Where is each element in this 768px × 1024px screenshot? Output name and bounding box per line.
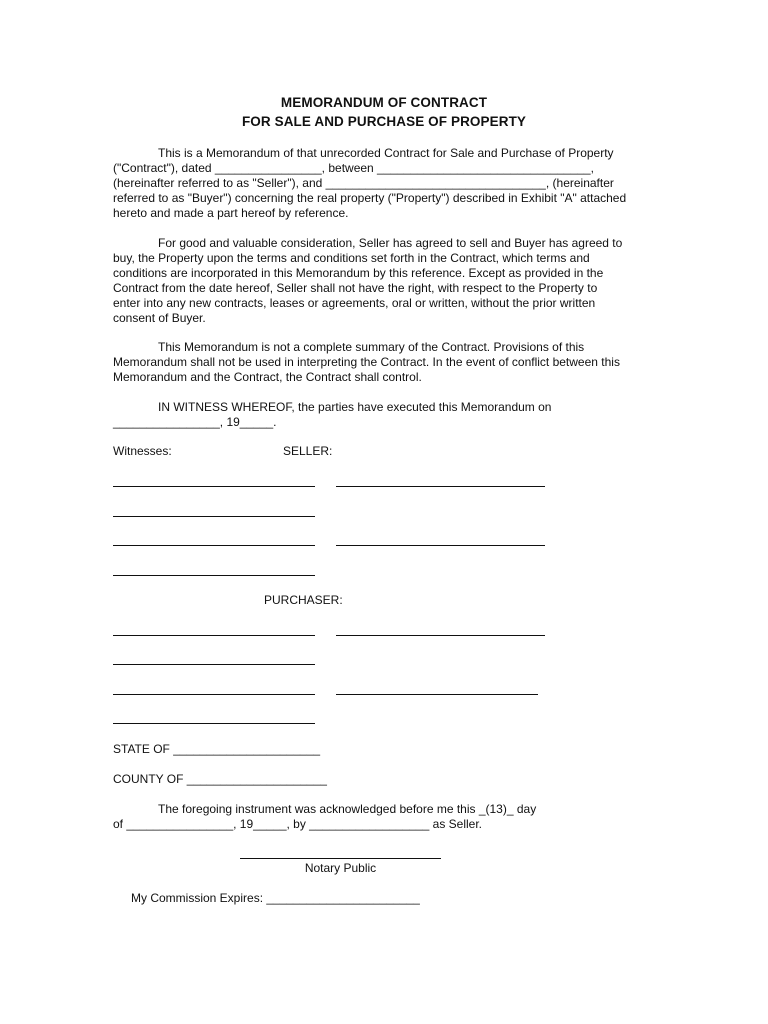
summary-paragraph: This Memorandum is not a complete summary of the Contract. Provisions of this Memorandum shall not be used in interpreting the Contract. In the event of conflict between this Memorandum and the Contract, the Contract shall control. bbox=[113, 340, 620, 384]
witness-whereof-paragraph: IN WITNESS WHEREOF, the parties have executed this Memorandum on ________________, 19_____. bbox=[113, 400, 552, 429]
county-line: COUNTY OF _____________________ bbox=[113, 772, 327, 786]
purchaser-signature-line bbox=[336, 694, 538, 695]
document-title-line2: FOR SALE AND PURCHASE OF PROPERTY bbox=[241, 114, 527, 129]
witness-signature-line bbox=[113, 516, 315, 517]
commission-expires-line: My Commission Expires: _______________________ bbox=[131, 891, 420, 905]
document-title-line1: MEMORANDUM OF CONTRACT bbox=[280, 95, 488, 110]
seller-signature-line bbox=[336, 545, 545, 546]
purchaser-label: PURCHASER: bbox=[264, 593, 343, 607]
seller-signature-line bbox=[336, 486, 545, 487]
witness-signature-line bbox=[113, 486, 315, 487]
acknowledgment-paragraph: The foregoing instrument was acknowledged before me this _(13)_ day of ________________, 19_____, by __________________ as Seller. bbox=[113, 802, 537, 831]
witness-signature-line bbox=[113, 575, 315, 576]
consideration-paragraph: For good and valuable consideration, Seller has agreed to sell and Buyer has agreed to buy, the Property upon the terms and conditions set forth in the Contract, which terms and conditions are incorporated in this Memorandum by this reference. Except as provided in the Contract from the date hereof, Seller shall not have the right, with respect to the Property to enter into any new contracts, leases or agreements, oral or written, without the prior written consent of Buyer. bbox=[113, 236, 623, 325]
witness-signature-line bbox=[113, 694, 315, 695]
witness-signature-line bbox=[113, 664, 315, 665]
witness-signature-line bbox=[113, 723, 315, 724]
purchaser-signature-line bbox=[336, 635, 545, 636]
notary-public-label: Notary Public bbox=[304, 861, 377, 875]
witness-signature-line bbox=[113, 635, 315, 636]
intro-paragraph: This is a Memorandum of that unrecorded Contract for Sale and Purchase of Property ("Contract"), dated ________________, between ________________________________, (hereinafter referred to as "Seller"), and _________________________________, (hereinafter referred to as "Buyer") concerning the real property ("Property") described in Exhibit "A" attached hereto and made a part hereof by reference. bbox=[113, 146, 627, 220]
witnesses-label: Witnesses: bbox=[113, 444, 172, 458]
notary-signature-line bbox=[240, 858, 441, 859]
witness-signature-line bbox=[113, 545, 315, 546]
state-line: STATE OF ______________________ bbox=[113, 742, 321, 756]
seller-label: SELLER: bbox=[283, 444, 333, 458]
